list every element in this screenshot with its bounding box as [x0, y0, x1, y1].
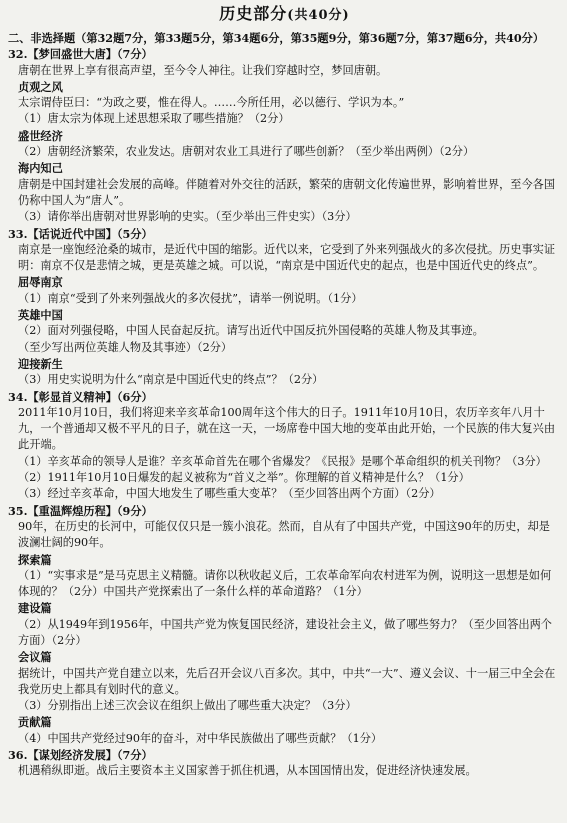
question-34-intro: 2011年10月10日，我们将迎来辛亥革命100周年这个伟大的日子。1911年10月10日，农历辛亥年八月十九，一个普通却又极不平凡的日子，就在这一天，一场席卷中国大地的变革由此开始，一个民族的伟大复兴由此开端。: [18, 405, 556, 452]
question-33-heading: 33.【话说近代中国】（5分）: [8, 226, 153, 241]
question-32-passage: 唐朝是中国封建社会发展的高峰。伴随着对外交往的活跃，繁荣的唐朝文化传遍世界，影响着世界，至今各国仍称中国人为“唐人”。: [18, 177, 556, 207]
question-34-part-2: （2）1911年10月10日爆发的起义被称为“首义之举”。你理解的首义精神是什么？（1分）: [18, 471, 470, 485]
question-36-intro: 机遇稍纵即逝。战后主要资本主义国家善于抓住机遇，从本国国情出发，促进经济快速发展。: [18, 764, 477, 778]
question-33-intro: 南京是一座饱经沧桑的城市，是近代中国的缩影。近代以来，它受到了外来列强战火的多次侵扰。历史事实证明：南京不仅是悲情之城，更是英雄之城。可以说，“南京是中国近代史的起点，也是中国近代史的终点”。: [18, 242, 556, 273]
question-32-part-3: （3）请你举出唐朝对世界影响的史实。（至少举出三件史实）（3分）: [18, 210, 357, 224]
question-35-part-4: （4）中国共产党经过90年的奋斗，对中华民族做出了哪些贡献？（1分）: [18, 731, 383, 745]
question-34-part-3: （3）经过辛亥革命，中国大地发生了哪些重大变革？（至少回答出两个方面）（2分）: [18, 487, 441, 501]
question-35-part-3: （3）分别指出上述三次会议在组织上做出了哪些重大决定？（3分）: [18, 699, 357, 713]
page-title: [8, 4, 561, 26]
question-36-heading: 36.【谋划经济发展】（7分）: [8, 748, 153, 763]
question-33-subheading-2: 英雄中国: [18, 308, 63, 323]
question-32-subheading-2: 盛世经济: [18, 128, 63, 143]
question-35-passage: 据统计，中国共产党自建立以来，先后召开会议八百多次。其中，中共“一大”、遵义会议、十一届三中全会在我党历史上都具有划时代的意义。: [18, 666, 556, 696]
question-33-part-3: （3）用史实说明为什么“南京是中国近代史的终点”？（2分）: [18, 373, 324, 387]
question-33-subheading-3: 迎接新生: [18, 356, 63, 371]
question-35-part-2: （2）从1949年到1956年，中国共产党为恢复国民经济，建设社会主义，做了哪些努力？（至少回答出两个方面）（2分）: [18, 617, 552, 647]
question-32-part-2: （2）唐朝经济繁荣，农业发达。唐朝对农业工具进行了哪些创新？（至少举出两例）（2分）: [18, 145, 475, 159]
question-33-part-2-note: （至少写出两位英雄人物及其事迹）（2分）: [18, 340, 233, 354]
question-33-subheading-1: 屈辱南京: [18, 275, 63, 290]
title-main: 历史部分: [219, 4, 288, 23]
question-32-subheading-1: 贞观之风: [18, 79, 63, 94]
title-score: (共40分): [287, 8, 350, 23]
question-34-part-1: （1）辛亥革命的领导人是谁？辛亥革命首先在哪个省爆发？《民报》是哪个革命组织的机关刊物？（3分）: [18, 454, 547, 468]
question-35-part-1: （1）“实事求是”是马克思主义精髓。请你以秋收起义后，工农革命军向农村进军为例，说明这一思想是如何体现的？（2分）中国共产党探索出了一条什么样的革命道路？（1分）: [18, 568, 552, 599]
question-35-subheading-1: 探索篇: [18, 552, 52, 567]
question-32-quote: 太宗谓侍臣曰：“为政之要，惟在得人。……今所任用，必以德行、学识为本。”: [18, 96, 405, 110]
question-35-intro: 90年，在历史的长河中，可能仅仅只是一簇小浪花。然而，自从有了中国共产党，中国这90年的历史，却是波澜壮阔的90年。: [18, 519, 550, 550]
question-32-heading: 32.【梦回盛世大唐】（7分）: [8, 47, 153, 62]
question-33-part-2: （2）面对列强侵略，中国人民奋起反抗。请写出近代中国反抗外国侵略的英雄人物及其事迹。: [18, 324, 484, 338]
question-35-subheading-2: 建设篇: [18, 601, 52, 616]
section-heading: 二、非选择题（第32题7分，第33题5分，第34题6分，第35题9分，第36题7分，第37题6分，共40分）: [8, 31, 545, 45]
question-32-part-1: （1）唐太宗为体现上述思想采取了哪些措施？（2分）: [18, 112, 290, 126]
question-33-part-1: （1）南京“受到了外来列强战火的多次侵扰”，请举一例说明。（1分）: [18, 291, 363, 305]
question-35-heading: 35.【重温辉煌历程】（9分）: [8, 503, 153, 518]
question-32-intro: 唐朝在世界上享有很高声望，至今令人神往。让我们穿越时空，梦回唐朝。: [18, 63, 388, 77]
question-35-subheading-3: 会议篇: [18, 650, 52, 665]
question-32-subheading-3: 海内知己: [18, 161, 63, 176]
question-34-heading: 34.【彰显首义精神】（6分）: [8, 389, 153, 404]
question-35-subheading-4: 贡献篇: [18, 715, 52, 730]
